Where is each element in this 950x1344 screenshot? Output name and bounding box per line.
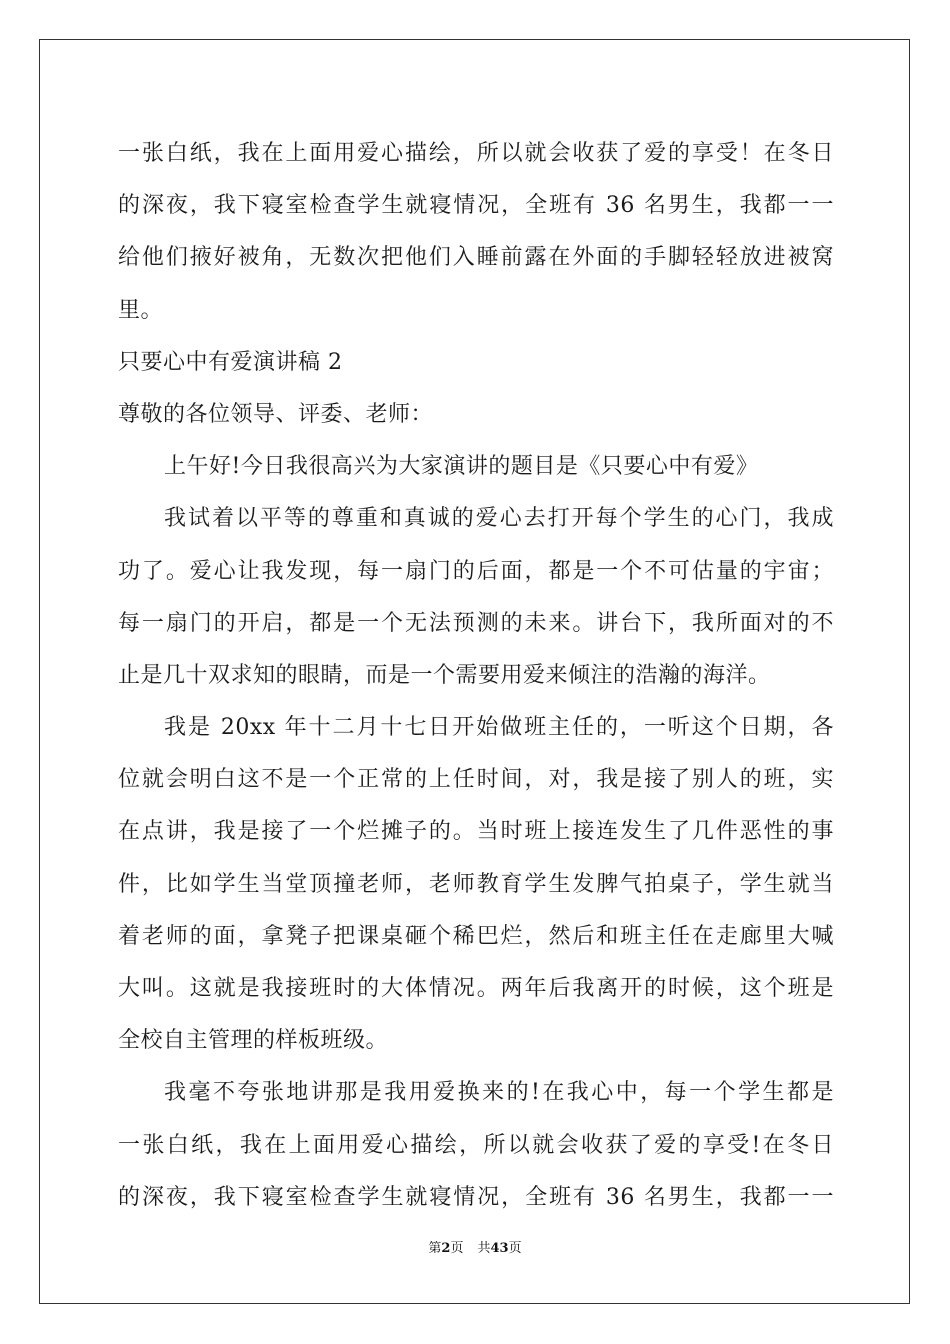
text-line: 里。 [118,297,164,323]
text-line: 功了。爱心让我发现，每一扇门的后面，都是一个不可估量的宇宙； [118,558,834,584]
text-line: 件，比如学生当堂顶撞老师，老师教育学生发脾气拍桌子，学生就当 [118,871,834,897]
document-body [118,128,834,1224]
footer-page-number: 2 [441,1241,451,1256]
text-line: 一张白纸，我在上面用爱心描绘，所以就会收获了爱的享受！在冬日 [118,141,834,166]
text-line: 我是 20xx 年十二月十七日开始做班主任的，一听这个日期，各 [164,715,834,741]
text-line: 着老师的面，拿凳子把课桌砸个稀巴烂，然后和班主任在走廊里大喊 [118,923,834,949]
footer-page-suffix: 页 [450,1241,464,1256]
text-line: 尊敬的各位领导、评委、老师： [118,401,434,427]
text-line: 的深夜，我下寝室检查学生就寝情况，全班有 36 名男生，我都一一 [118,1184,834,1210]
text-line: 一张白纸，我在上面用爱心描绘，所以就会收获了爱的享受!在冬日 [118,1132,834,1158]
text-line: 我毫不夸张地讲那是我用爱换来的!在我心中，每一个学生都是 [164,1080,834,1106]
text-line: 只要心中有爱演讲稿 2 [118,349,343,375]
page-footer [0,1240,950,1258]
text-line: 位就会明白这不是一个正常的上任时间，对，我是接了别人的班，实 [118,767,834,793]
text-line: 全校自主管理的样板班级。 [118,1028,389,1054]
text-line: 大叫。这就是我接班时的大体情况。两年后我离开的时候，这个班是 [118,976,834,1001]
footer-page-prefix: 第 [428,1241,442,1256]
footer-total-pages: 43 [490,1241,509,1256]
text-line: 的深夜，我下寝室检查学生就寝情况，全班有 36 名男生，我都一一 [118,193,834,219]
text-line: 给他们掖好被角，无数次把他们入睡前露在外面的手脚轻轻放进被窝 [118,245,834,271]
text-line: 我试着以平等的尊重和真诚的爱心去打开每个学生的心门，我成 [164,506,834,532]
text-line: 在点讲，我是接了一个烂摊子的。当时班上接连发生了几件恶性的事 [118,819,834,845]
footer-total-prefix: 共 [477,1241,491,1256]
text-line: 止是几十双求知的眼睛，而是一个需要用爱来倾注的浩瀚的海洋。 [118,662,771,688]
text-line: 每一扇门的开启，都是一个无法预测的未来。讲台下，我所面对的不 [118,610,834,636]
text-line: 上午好!今日我很高兴为大家演讲的题目是《只要心中有爱》 [164,454,759,480]
footer-total-suffix: 页 [508,1241,522,1256]
